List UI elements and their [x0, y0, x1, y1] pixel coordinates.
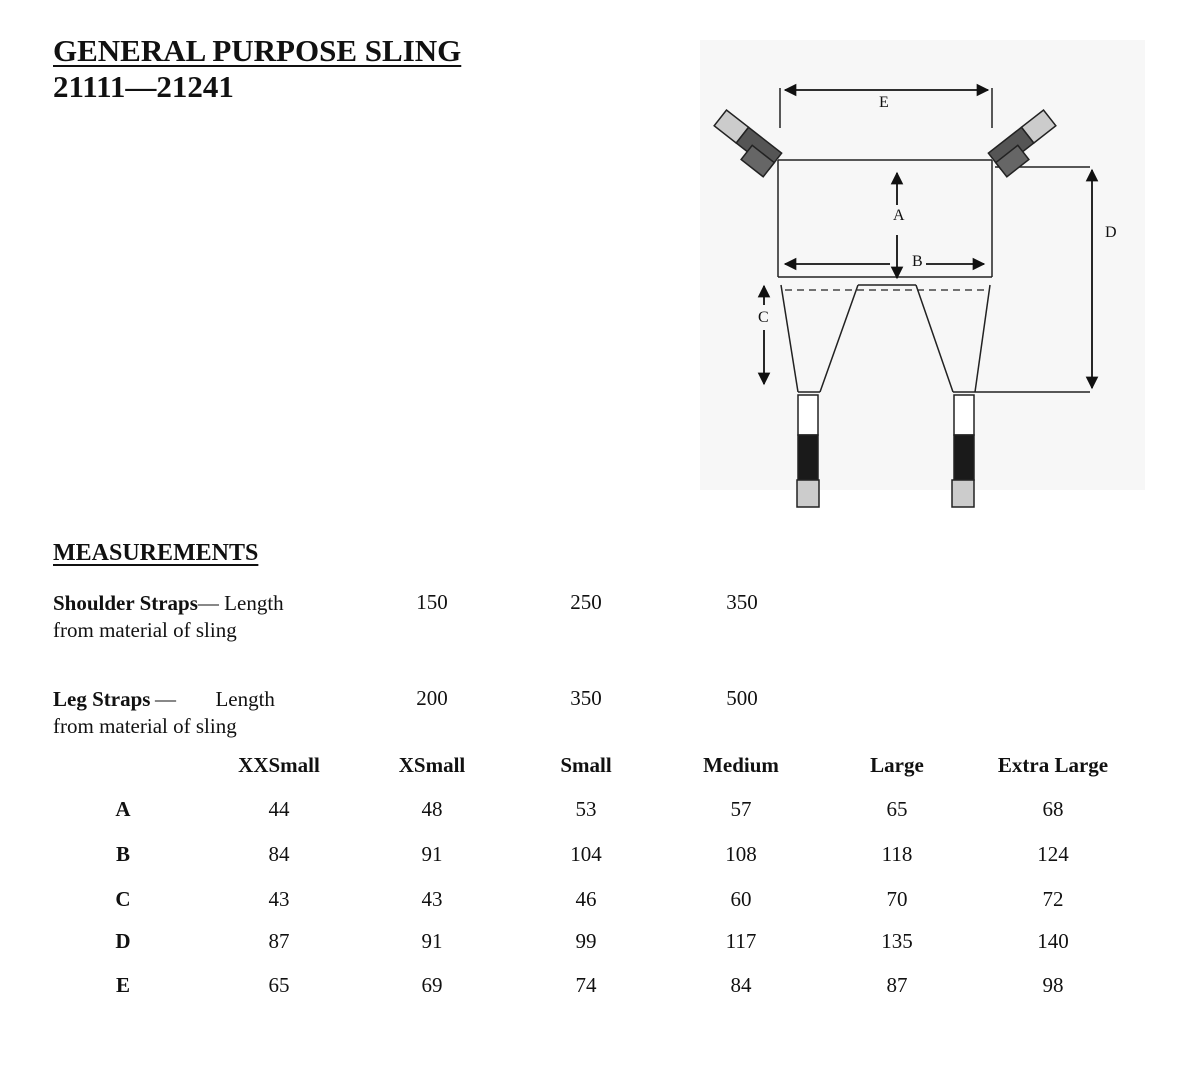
leg-straps-length: Length — [215, 687, 275, 711]
measurements-heading: MEASUREMENTS — [53, 540, 259, 566]
column-header: XSmall — [398, 753, 466, 777]
table-cell: 91 — [421, 842, 443, 866]
row-label: E — [115, 973, 130, 997]
table-cell: 57 — [730, 797, 752, 821]
leg-strap-value: 200 — [416, 686, 448, 710]
shoulder-strap-value: 250 — [570, 590, 602, 614]
sling-diagram — [690, 40, 1150, 520]
column-header: XXSmall — [238, 753, 320, 777]
leg-straps-title: Leg Straps — [53, 687, 151, 711]
table-cell: 46 — [575, 887, 597, 911]
table-cell: 48 — [421, 797, 443, 821]
shoulder-strap-value: 150 — [416, 590, 448, 614]
table-cell: 99 — [575, 929, 597, 953]
table-cell: 65 — [268, 973, 290, 997]
table-cell: 68 — [1042, 797, 1064, 821]
leg-straps-dash: — — [154, 687, 176, 711]
leg-strap-value: 350 — [570, 686, 602, 710]
column-header: Extra Large — [997, 753, 1109, 777]
shoulder-straps-title: Shoulder Straps — [53, 591, 198, 615]
row-label: D — [115, 929, 131, 953]
table-cell: 65 — [886, 797, 908, 821]
leg-strap-value: 500 — [726, 686, 758, 710]
table-cell: 44 — [268, 797, 290, 821]
leg-straps-note: from material of sling — [53, 714, 237, 738]
label-c: C — [758, 309, 769, 326]
shoulder-straps-label — [53, 590, 284, 644]
table-cell: 87 — [886, 973, 908, 997]
table-cell: 108 — [725, 842, 757, 866]
title-line-2: 21111—21241 — [53, 69, 234, 104]
label-e: E — [879, 94, 889, 111]
leg-straps-label — [53, 686, 275, 740]
right-leg-strap — [952, 395, 974, 507]
table-cell: 140 — [1037, 929, 1069, 953]
table-cell: 43 — [421, 887, 443, 911]
table-cell: 98 — [1042, 973, 1064, 997]
shoulder-straps-note: from material of sling — [53, 618, 237, 642]
row-label: B — [115, 842, 130, 866]
table-cell: 72 — [1042, 887, 1064, 911]
table-cell: 60 — [730, 887, 752, 911]
row-label: A — [115, 797, 131, 821]
row-label: C — [115, 887, 131, 911]
label-a: A — [893, 207, 905, 224]
table-cell: 87 — [268, 929, 290, 953]
table-cell: 84 — [268, 842, 290, 866]
table-cell: 117 — [725, 929, 757, 953]
table-cell: 124 — [1037, 842, 1069, 866]
shoulder-straps-length: — Length — [197, 591, 284, 615]
column-header: Large — [870, 753, 924, 777]
table-cell: 70 — [886, 887, 908, 911]
table-cell: 74 — [575, 973, 597, 997]
table-cell: 118 — [881, 842, 913, 866]
label-d: D — [1105, 224, 1117, 241]
table-cell: 84 — [730, 973, 752, 997]
table-cell: 69 — [421, 973, 443, 997]
table-cell: 104 — [570, 842, 602, 866]
table-cell: 43 — [268, 887, 290, 911]
column-header: Medium — [703, 753, 779, 777]
document-title — [53, 33, 461, 105]
shoulder-strap-value: 350 — [726, 590, 758, 614]
label-b: B — [912, 253, 923, 270]
table-cell: 91 — [421, 929, 443, 953]
table-cell: 135 — [881, 929, 913, 953]
title-line-1: GENERAL PURPOSE SLING — [53, 33, 462, 68]
left-leg-strap — [797, 395, 819, 507]
table-cell: 53 — [575, 797, 597, 821]
column-header: Small — [560, 753, 612, 777]
